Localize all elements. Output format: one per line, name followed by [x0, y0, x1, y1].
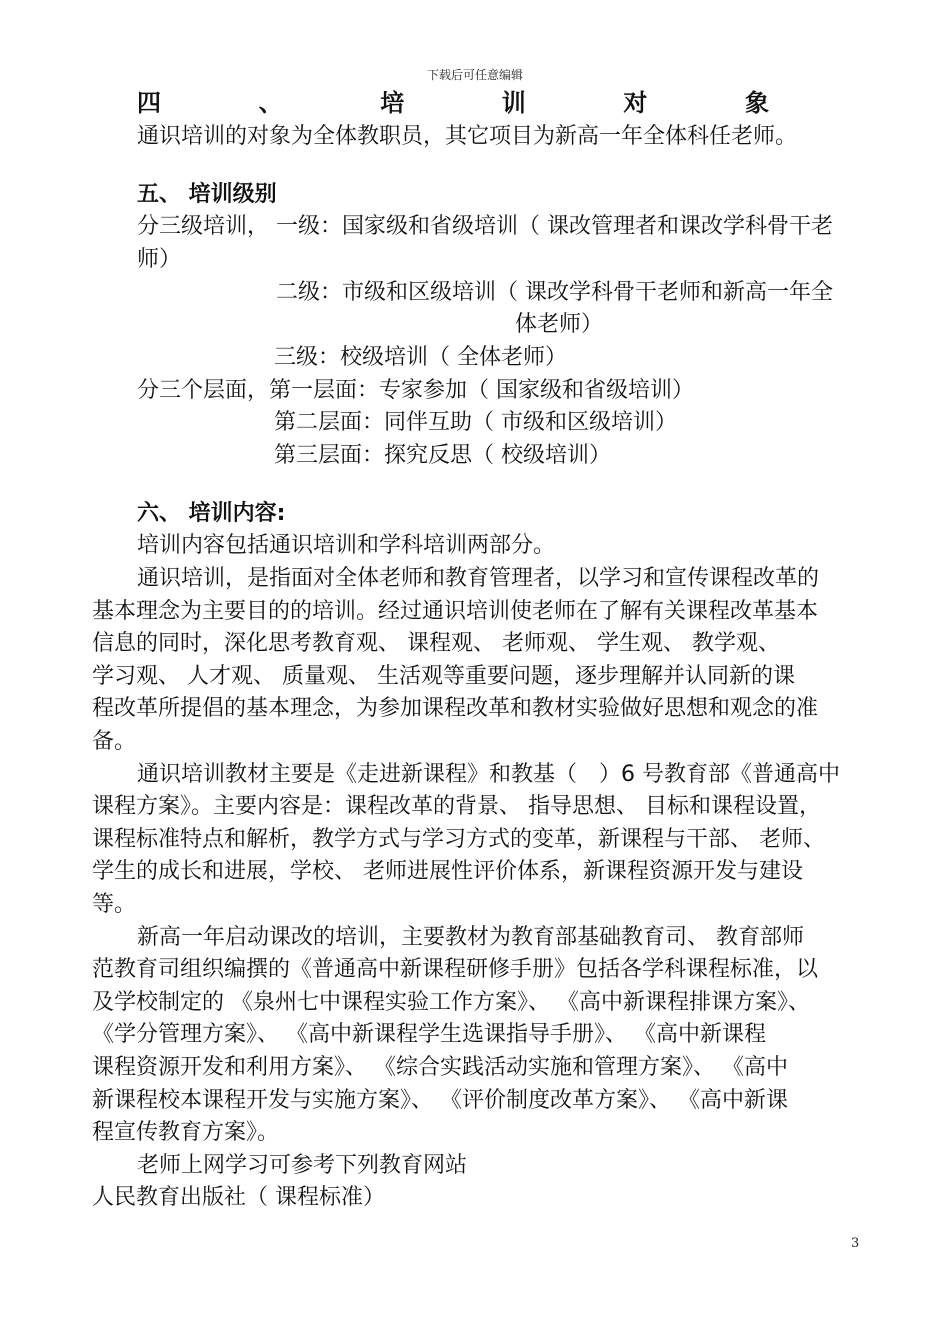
paragraph-line: 老师上网学习可参考下列教育网站	[137, 1153, 468, 1178]
paragraph-line: 新高一年启动课改的培训，主要教材为教育部基础教育司、 教育部师	[137, 925, 804, 950]
paragraph-line: 通识培训教材主要是《走进新课程》和教基（ ）6 号教育部《普通高中	[137, 762, 840, 787]
paragraph-line: 等。	[92, 892, 137, 917]
paragraph-line: 课程方案》。主要内容是：课程改革的背景、 指导思想、 目标和课程设置，	[92, 794, 821, 819]
heading-char: 对	[623, 89, 648, 117]
heading-char: 、	[258, 89, 283, 117]
paragraph-line: 分三个层面，第一层面：专家参加（ 国家级和省级培训）	[137, 378, 694, 403]
section-4-heading	[137, 88, 769, 118]
paragraph-line: 学习观、 人才观、 质量观、 生活观等重要问题，逐步理解并认同新的课	[92, 664, 795, 689]
paragraph-line: 学生的成长和进展，学校、 老师进展性评价体系，新课程资源开发与建设	[92, 859, 803, 884]
paragraph-line: 人民教育出版社（ 课程标准）	[92, 1185, 385, 1210]
paragraph-line: 信息的同时，深化思考教育观、 课程观、 老师观、 学生观、 教学观、	[92, 631, 780, 656]
section-5-heading: 五、 培训级别	[137, 182, 277, 207]
section-6-heading: 六、 培训内容:	[137, 501, 286, 526]
heading-char: 训	[501, 89, 526, 117]
paragraph-line: 课程资源开发和利用方案》、 《综合实践活动实施和管理方案》、 《高中	[92, 1055, 788, 1080]
paragraph-line: 课程标准特点和解析，教学方式与学习方式的变革，新课程与干部、 老师、	[92, 827, 825, 852]
heading-char: 四	[137, 89, 161, 117]
page-number: 3	[851, 1236, 860, 1251]
paragraph-line: 《学分管理方案》、 《高中新课程学生选课指导手册》、 《高中新课程	[92, 1022, 766, 1047]
paragraph-line: 备。	[92, 729, 137, 754]
paragraph-line: 三级：校级培训（ 全体老师）	[274, 345, 567, 370]
paragraph-line: 新课程校本课程开发与实施方案》、 《评价制度改革方案》、 《高中新课	[92, 1088, 788, 1113]
paragraph-line: 范教育司组织编撰的《普通高中新课程研修手册》包括各学科课程标准，以	[92, 957, 819, 982]
page-header: 下载后可任意编辑	[426, 68, 523, 82]
paragraph-line: 及学校制定的 《泉州七中课程实验工作方案》、 《高中新课程排课方案》、	[92, 990, 810, 1015]
paragraph-line: 基本理念为主要目的的培训。经过通识培训使老师在了解有关课程改革基本	[92, 599, 819, 624]
paragraph-line: 培训内容包括通识培训和学科培训两部分。	[137, 533, 556, 558]
paragraph-line: 体老师）	[515, 312, 604, 337]
paragraph-line: 通识培训，是指面对全体老师和教育管理者，以学习和宣传课程改革的	[137, 566, 820, 591]
paragraph-line: 程宣传教育方案》。	[92, 1120, 280, 1145]
paragraph-line: 分三级培训， 一级：国家级和省级培训（ 课改管理者和课改学科骨干老	[137, 214, 833, 239]
heading-char: 象	[744, 89, 769, 117]
section-4-body: 通识培训的对象为全体教职员，其它项目为新高一年全体科任老师。	[137, 124, 798, 149]
paragraph-line: 师）	[137, 247, 182, 272]
paragraph-line: 第三层面：探究反思（ 校级培训）	[274, 443, 611, 468]
paragraph-line: 第二层面：同伴互助（ 市级和区级培训）	[274, 410, 677, 435]
paragraph-line: 二级：市级和区级培训（ 课改学科骨干老师和新高一年全	[276, 280, 833, 305]
paragraph-line: 程改革所提倡的基本理念，为参加课程改革和教材实验做好思想和观念的准	[92, 696, 819, 721]
heading-char: 培	[380, 89, 405, 117]
